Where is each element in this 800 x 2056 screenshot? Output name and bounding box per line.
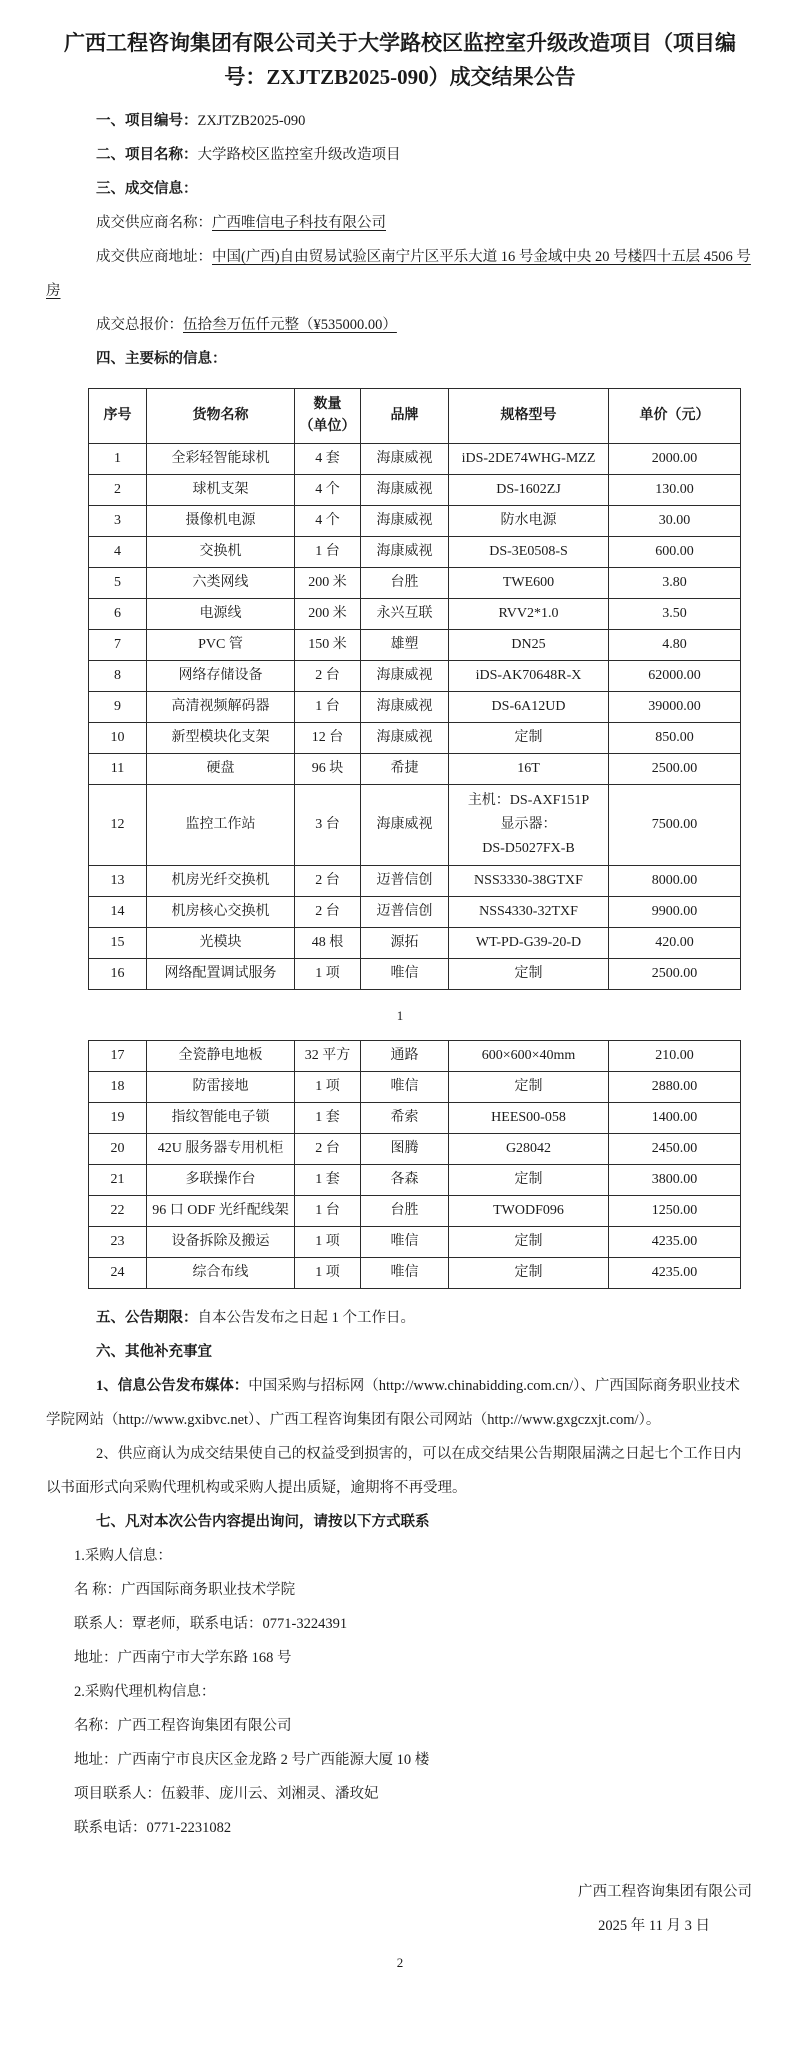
table-cell: 交换机: [147, 537, 295, 568]
table-row: [89, 959, 741, 990]
table-cell: 海康威视: [361, 506, 449, 537]
contact-section-heading: 七、凡对本次公告内容提出询问，请按以下方式联系: [96, 1514, 430, 1530]
table-cell: 海康威视: [361, 537, 449, 568]
table-cell: 39000.00: [609, 692, 741, 723]
table-cell: 永兴互联: [361, 599, 449, 630]
table-row: [89, 568, 741, 599]
table-cell: 设备拆除及搬运: [147, 1227, 295, 1258]
table-cell: 13: [89, 866, 147, 897]
total-price-value: 伍拾叁万伍仟元整（¥535000.00）: [183, 317, 397, 333]
table-cell: 4235.00: [609, 1227, 741, 1258]
table-cell: 3.50: [609, 599, 741, 630]
table-cell: 4 个: [295, 506, 361, 537]
table-cell: 1 项: [295, 959, 361, 990]
col-header-qty-line1: 数量: [313, 397, 342, 412]
table-cell: 防水电源: [449, 506, 609, 537]
table-cell: 8000.00: [609, 866, 741, 897]
table-row: [89, 537, 741, 568]
table-cell: 主机：DS-AXF151P 显示器： DS-D5027FX-B: [449, 785, 609, 866]
table-cell: 球机支架: [147, 475, 295, 506]
table-cell: 1: [89, 444, 147, 475]
announcement-period-line: [46, 1301, 754, 1335]
table-cell: 定制: [449, 959, 609, 990]
table-cell: 图腾: [361, 1134, 449, 1165]
table-cell: 网络配置调试服务: [147, 959, 295, 990]
media-line: [46, 1369, 754, 1437]
table-cell: 48 根: [295, 928, 361, 959]
table-cell: 1250.00: [609, 1196, 741, 1227]
table-row: [89, 1196, 741, 1227]
table-cell: 多联操作台: [147, 1165, 295, 1196]
table-cell: 2 台: [295, 1134, 361, 1165]
table-row: [89, 754, 741, 785]
table-cell: 62000.00: [609, 661, 741, 692]
table-cell: 电源线: [147, 599, 295, 630]
page-number-2: 2: [396, 1955, 404, 1970]
other-matters-heading: 六、其他补充事宜: [96, 1344, 212, 1360]
table-row: [89, 897, 741, 928]
supplier-address-label: 成交供应商地址：: [96, 249, 212, 265]
project-number-value: ZXJTZB2025-090: [197, 113, 306, 129]
table-row: [89, 723, 741, 754]
table-cell: 各森: [361, 1165, 449, 1196]
table-row: [89, 1258, 741, 1289]
table-cell: iDS-2DE74WHG-MZZ: [449, 444, 609, 475]
table-cell: 3.80: [609, 568, 741, 599]
table-row: [89, 475, 741, 506]
table-cell: 210.00: [609, 1041, 741, 1072]
table-cell: 光模块: [147, 928, 295, 959]
table-row: [89, 1072, 741, 1103]
table-cell: 1 台: [295, 692, 361, 723]
table-cell: 23: [89, 1227, 147, 1258]
table-row: [89, 1134, 741, 1165]
table-cell: 7: [89, 630, 147, 661]
table-cell: 定制: [449, 1072, 609, 1103]
goods-table-header-row: [89, 389, 741, 444]
table-cell: 台胜: [361, 1196, 449, 1227]
table-cell: 8: [89, 661, 147, 692]
table-row: [89, 444, 741, 475]
table-row: [89, 599, 741, 630]
table-cell: DS-3E0508-S: [449, 537, 609, 568]
table-cell: 迈普信创: [361, 866, 449, 897]
table-cell: 海康威视: [361, 723, 449, 754]
table-cell: 4.80: [609, 630, 741, 661]
table-cell: 4: [89, 537, 147, 568]
page-title: 广西工程咨询集团有限公司关于大学路校区监控室升级改造项目（项目编号：ZXJTZB2025-090）成交结果公告: [63, 31, 736, 89]
table-row: [89, 1165, 741, 1196]
table-cell: HEES00-058: [449, 1103, 609, 1134]
table-cell: 2000.00: [609, 444, 741, 475]
table-cell: 海康威视: [361, 661, 449, 692]
table-cell: 防雷接地: [147, 1072, 295, 1103]
table-cell: 5: [89, 568, 147, 599]
table-cell: G28042: [449, 1134, 609, 1165]
table-cell: 10: [89, 723, 147, 754]
col-header-seq: 序号: [89, 389, 147, 444]
table-cell: 定制: [449, 723, 609, 754]
table-cell: 4 套: [295, 444, 361, 475]
table-cell: 2500.00: [609, 754, 741, 785]
table-cell: 9900.00: [609, 897, 741, 928]
table-cell: 海康威视: [361, 785, 449, 866]
table-row: [89, 1103, 741, 1134]
col-header-brand: 品牌: [361, 389, 449, 444]
table-row: [89, 506, 741, 537]
table-cell: 全瓷静电地板: [147, 1041, 295, 1072]
agent-contacts-line: 项目联系人：伍毅菲、庞川云、刘湘灵、潘玫妃: [74, 1786, 379, 1802]
table-row: [89, 661, 741, 692]
table-cell: 22: [89, 1196, 147, 1227]
table-cell: 1 项: [295, 1227, 361, 1258]
table-cell: 1 套: [295, 1103, 361, 1134]
supplier-name-value: 广西唯信电子科技有限公司: [212, 215, 386, 231]
agent-name-line: 名称：广西工程咨询集团有限公司: [74, 1718, 292, 1734]
table-cell: 1400.00: [609, 1103, 741, 1134]
project-name-line: [46, 138, 754, 172]
table-cell: 130.00: [609, 475, 741, 506]
table-cell: 六类网线: [147, 568, 295, 599]
announcement-period-label: 五、公告期限：: [96, 1310, 198, 1326]
table-cell: 42U 服务器专用机柜: [147, 1134, 295, 1165]
table-cell: NSS4330-32TXF: [449, 897, 609, 928]
table-cell: 唯信: [361, 1227, 449, 1258]
col-header-qty: [295, 389, 361, 444]
table-cell: 15: [89, 928, 147, 959]
table-cell: 96 块: [295, 754, 361, 785]
table-cell: TWE600: [449, 568, 609, 599]
table-cell: NSS3330-38GTXF: [449, 866, 609, 897]
table-cell: 600×600×40mm: [449, 1041, 609, 1072]
objection-paragraph: 2、供应商认为成交结果使自己的权益受到损害的，可以在成交结果公告期限届满之日起七个工作日内以书面形式向采购代理机构或采购人提出质疑，逾期将不再受理。: [46, 1446, 742, 1496]
table-row: [89, 928, 741, 959]
table-cell: 420.00: [609, 928, 741, 959]
table-cell: 3: [89, 506, 147, 537]
table-cell: 16T: [449, 754, 609, 785]
table-cell: 2450.00: [609, 1134, 741, 1165]
table-cell: 希索: [361, 1103, 449, 1134]
table-cell: 96 口 ODF 光纤配线架: [147, 1196, 295, 1227]
table-cell: 1 项: [295, 1258, 361, 1289]
table-cell: 机房核心交换机: [147, 897, 295, 928]
col-header-spec: 规格型号: [449, 389, 609, 444]
table-cell: 200 米: [295, 599, 361, 630]
signature-date: 2025 年 11 月 3 日: [598, 1918, 710, 1934]
table-cell: iDS-AK70648R-X: [449, 661, 609, 692]
table-cell: WT-PD-G39-20-D: [449, 928, 609, 959]
table-cell: 2 台: [295, 866, 361, 897]
buyer-contact-line: 联系人：覃老师，联系电话：0771-3224391: [74, 1616, 348, 1632]
table-cell: 7500.00: [609, 785, 741, 866]
table-cell: 4235.00: [609, 1258, 741, 1289]
table-row: [89, 866, 741, 897]
table-cell: 硬盘: [147, 754, 295, 785]
main-items-heading: 四、主要标的信息：: [96, 351, 227, 367]
table-cell: 21: [89, 1165, 147, 1196]
table-cell: 希捷: [361, 754, 449, 785]
table-cell: 16: [89, 959, 147, 990]
supplier-address-line: [46, 240, 754, 308]
col-header-name: 货物名称: [147, 389, 295, 444]
media-value: 中国采购与招标网（http://www.chinabidding.com.cn/）、广西国际商务职业技术学院网站（http://www.gxibvc.net）、广西工程咨询集团有限公司网站（http://www.gxgczxjt.com/）。: [46, 1378, 740, 1428]
table-cell: 全彩轻智能球机: [147, 444, 295, 475]
table-cell: 网络存储设备: [147, 661, 295, 692]
page-number-1: 1: [396, 1008, 404, 1023]
table-cell: 台胜: [361, 568, 449, 599]
table-cell: 摄像机电源: [147, 506, 295, 537]
table-cell: 17: [89, 1041, 147, 1072]
agent-address-line: 地址：广西南宁市良庆区金龙路 2 号广西能源大厦 10 楼: [74, 1752, 430, 1768]
table-cell: 2500.00: [609, 959, 741, 990]
table-row: [89, 630, 741, 661]
table-cell: RVV2*1.0: [449, 599, 609, 630]
project-name-value: 大学路校区监控室升级改造项目: [197, 147, 401, 163]
table-cell: 监控工作站: [147, 785, 295, 866]
table-cell: 24: [89, 1258, 147, 1289]
table-cell: 1 台: [295, 537, 361, 568]
table-cell: DN25: [449, 630, 609, 661]
table-cell: 唯信: [361, 959, 449, 990]
project-name-label: 二、项目名称：: [96, 147, 198, 163]
supplier-name-label: 成交供应商名称：: [96, 215, 212, 231]
table-cell: 19: [89, 1103, 147, 1134]
table-row: [89, 1227, 741, 1258]
table-cell: TWODF096: [449, 1196, 609, 1227]
col-header-price: 单价（元）: [609, 389, 741, 444]
table-row: [89, 692, 741, 723]
table-cell: 2880.00: [609, 1072, 741, 1103]
goods-table-page2: [88, 1040, 741, 1289]
table-cell: 3 台: [295, 785, 361, 866]
agent-info-heading: 2.采购代理机构信息：: [74, 1684, 216, 1700]
table-cell: 机房光纤交换机: [147, 866, 295, 897]
table-cell: 2 台: [295, 897, 361, 928]
table-cell: 定制: [449, 1165, 609, 1196]
total-price-label: 成交总报价：: [96, 317, 183, 333]
table-cell: 海康威视: [361, 475, 449, 506]
table-cell: 1 台: [295, 1196, 361, 1227]
table-cell: 850.00: [609, 723, 741, 754]
table-cell: 海康威视: [361, 692, 449, 723]
table-cell: 2: [89, 475, 147, 506]
table-cell: 600.00: [609, 537, 741, 568]
award-info-heading: 三、成交信息：: [96, 181, 198, 197]
table-cell: 4 个: [295, 475, 361, 506]
table-cell: 高清视频解码器: [147, 692, 295, 723]
total-price-line: [46, 308, 754, 342]
goods-table-page1: [88, 388, 741, 990]
agent-phone-line: 联系电话：0771-2231082: [74, 1820, 232, 1836]
announcement-period-value: 自本公告发布之日起 1 个工作日。: [197, 1310, 415, 1326]
table-cell: DS-1602ZJ: [449, 475, 609, 506]
table-cell: 18: [89, 1072, 147, 1103]
col-header-qty-line2: （单位）: [299, 419, 356, 434]
table-cell: 源拓: [361, 928, 449, 959]
table-cell: 新型模块化支架: [147, 723, 295, 754]
table-cell: 唯信: [361, 1072, 449, 1103]
buyer-name-line: 名 称：广西国际商务职业技术学院: [74, 1582, 296, 1598]
table-cell: 1 套: [295, 1165, 361, 1196]
project-number-label: 一、项目编号：: [96, 113, 198, 129]
table-cell: 11: [89, 754, 147, 785]
table-row: [89, 1041, 741, 1072]
buyer-info-heading: 1.采购人信息：: [74, 1548, 172, 1564]
table-cell: 9: [89, 692, 147, 723]
table-cell: 指纹智能电子锁: [147, 1103, 295, 1134]
table-cell: 3800.00: [609, 1165, 741, 1196]
table-cell: 32 平方: [295, 1041, 361, 1072]
table-cell: 12: [89, 785, 147, 866]
table-cell: DS-6A12UD: [449, 692, 609, 723]
table-cell: 唯信: [361, 1258, 449, 1289]
table-cell: 200 米: [295, 568, 361, 599]
table-cell: 通路: [361, 1041, 449, 1072]
media-label: 1、信息公告发布媒体：: [96, 1378, 249, 1394]
table-cell: PVC 管: [147, 630, 295, 661]
table-cell: 海康威视: [361, 444, 449, 475]
table-cell: 综合布线: [147, 1258, 295, 1289]
table-cell: 20: [89, 1134, 147, 1165]
table-cell: 14: [89, 897, 147, 928]
signature-company: 广西工程咨询集团有限公司: [578, 1884, 752, 1900]
table-row: [89, 785, 741, 866]
table-cell: 1 项: [295, 1072, 361, 1103]
supplier-address-value: 中国(广西)自由贸易试验区南宁片区平乐大道 16 号金域中央 20 号楼四十五层 4506 号房: [46, 249, 751, 299]
table-cell: 迈普信创: [361, 897, 449, 928]
table-cell: 定制: [449, 1227, 609, 1258]
table-cell: 定制: [449, 1258, 609, 1289]
table-cell: 150 米: [295, 630, 361, 661]
table-cell: 12 台: [295, 723, 361, 754]
supplier-name-line: [46, 206, 754, 240]
project-number-line: [46, 104, 754, 138]
table-cell: 6: [89, 599, 147, 630]
table-cell: 2 台: [295, 661, 361, 692]
buyer-address-line: 地址：广西南宁市大学东路 168 号: [74, 1650, 292, 1666]
table-cell: 30.00: [609, 506, 741, 537]
table-cell: 雄塑: [361, 630, 449, 661]
